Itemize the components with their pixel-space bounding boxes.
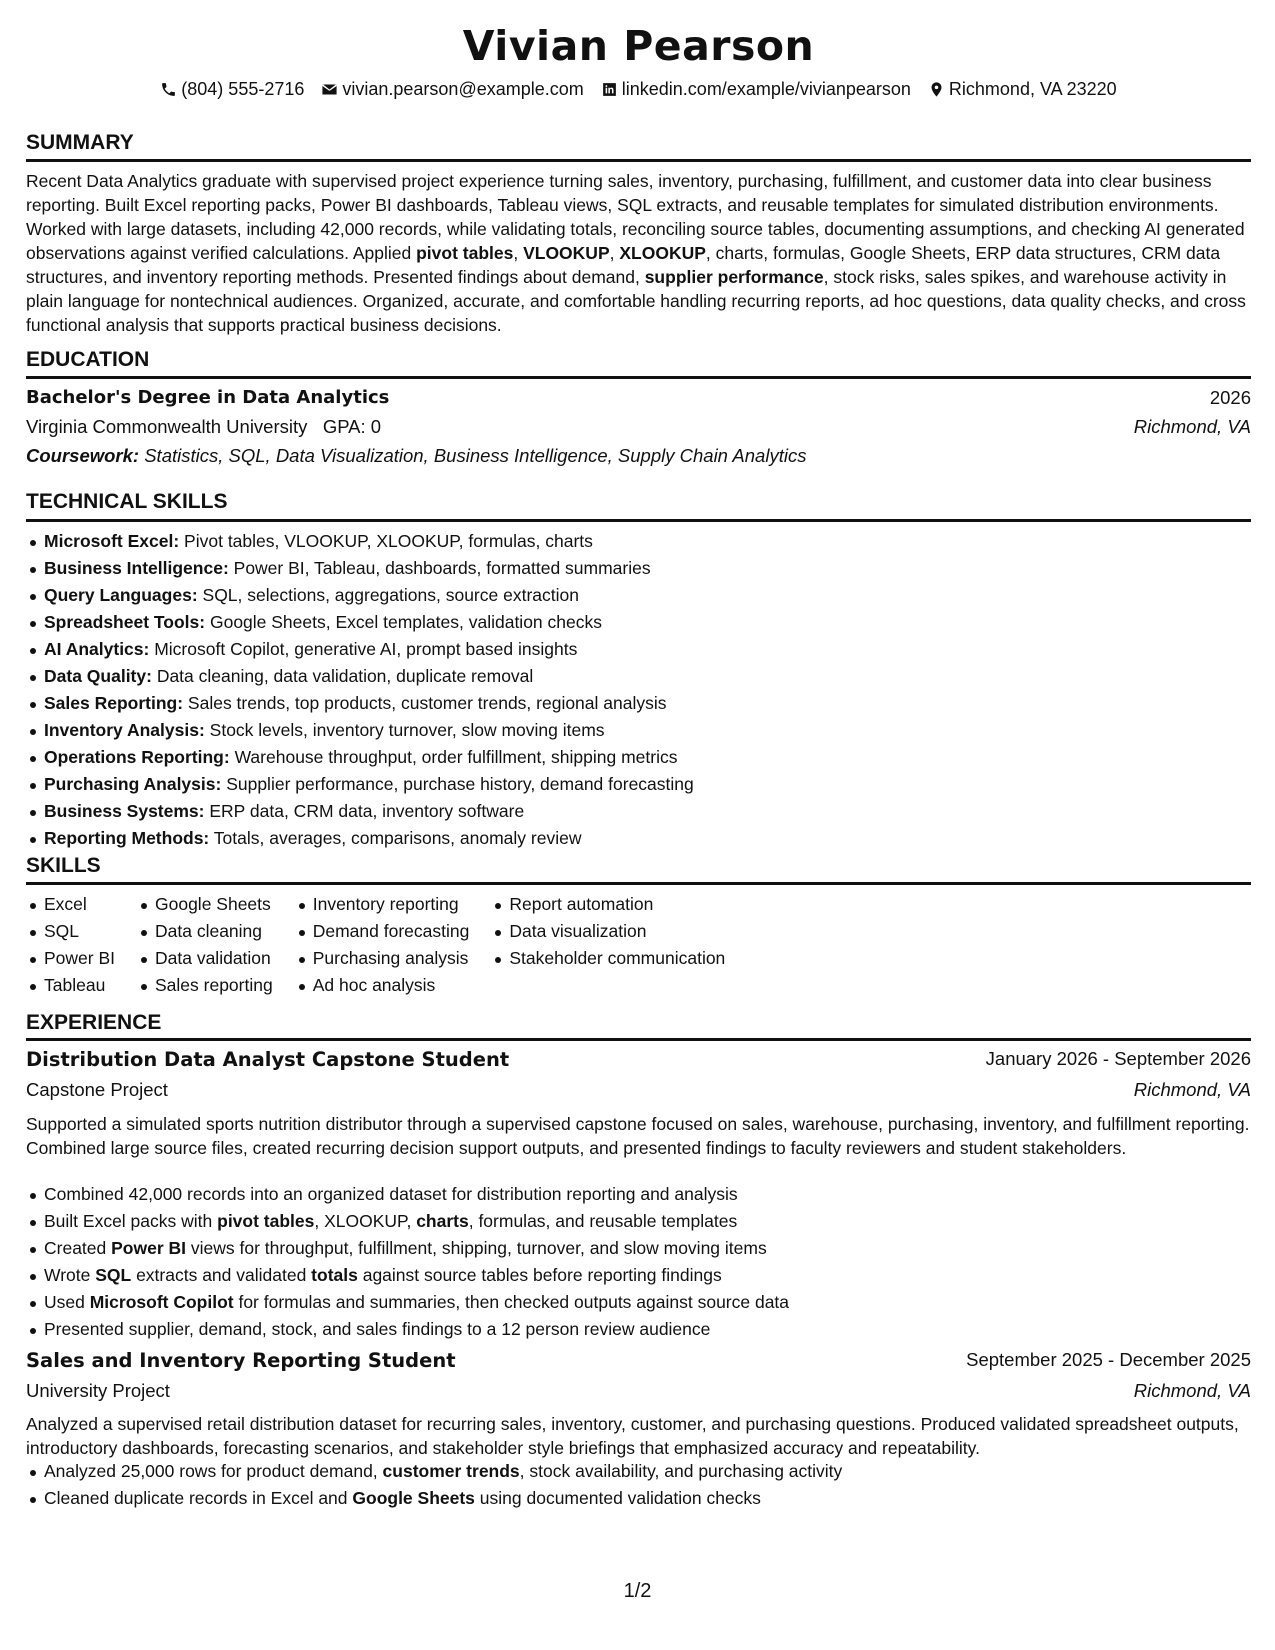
coursework-list: Statistics, SQL, Data Visualization, Business Intelligence, Supply Chain Analytics (144, 445, 807, 466)
summary-heading: SUMMARY (26, 131, 134, 154)
bold-text: Microsoft Copilot (89, 1292, 234, 1312)
bold-text: charts (416, 1211, 469, 1231)
contact-location (928, 79, 1117, 100)
skills-column (491, 891, 725, 999)
technical-skill-item (26, 798, 694, 825)
skill-values: Supplier performance, purchase history, demand forecasting (221, 774, 694, 794)
text-run: Presented supplier, demand, stock, and sales findings to a 12 person review audience (44, 1319, 711, 1339)
job-1-description: Supported a simulated sports nutrition distributor through a supervised capstone focused on sales, warehouse, purchasing, inventory, and fulfillment reporting. Combined large source files, created recurring decision support outputs, and presented findings to faculty reviewers and student stakeholders. (26, 1114, 1250, 1158)
text-run: Built Excel packs with (44, 1211, 218, 1231)
technical-skill-item (26, 717, 694, 744)
technical-skill-item (26, 555, 694, 582)
skills-column (295, 891, 470, 999)
text-run: Created (44, 1238, 112, 1258)
technical-skills-heading: TECHNICAL SKILLS (26, 490, 228, 513)
skill-values: Google Sheets, Excel templates, validation checks (205, 612, 602, 632)
page-number: 1/2 (623, 1580, 652, 1602)
phone-text: (804) 555-2716 (181, 79, 305, 99)
skill-item: Data validation (137, 945, 273, 972)
text-run: Analyzed 25,000 rows for product demand, (44, 1461, 383, 1481)
text-run: , XLOOKUP, (314, 1211, 417, 1231)
phone-icon (160, 81, 177, 98)
envelope-icon (321, 81, 338, 98)
education-school-row (26, 416, 1251, 438)
job-2-org-row (26, 1380, 1251, 1402)
job-1-header (26, 1048, 1251, 1071)
skill-category: Purchasing Analysis: (44, 774, 222, 794)
skill-values: Warehouse throughput, order fulfillment, shipping metrics (229, 747, 678, 767)
skill-item: Google Sheets (137, 891, 273, 918)
technical-skill-item (26, 663, 694, 690)
degree-name: Bachelor's Degree in Data Analytics (26, 387, 390, 408)
skill-category: Business Systems: (44, 801, 205, 821)
school-info (26, 416, 381, 438)
technical-skill-item (26, 636, 694, 663)
technical-skill-item (26, 582, 694, 609)
school-name: Virginia Commonwealth University (26, 416, 308, 437)
summary-text (26, 169, 1251, 337)
technical-skill-item (26, 825, 694, 852)
job-bullet (26, 1181, 789, 1208)
summary-rule (26, 159, 1251, 162)
job-1-dates: January 2026 - September 2026 (985, 1048, 1251, 1069)
skill-category: Business Intelligence: (44, 558, 229, 578)
skill-values: SQL, selections, aggregations, source extraction (197, 585, 579, 605)
skill-item: Tableau (26, 972, 115, 999)
job-2-role: Sales and Inventory Reporting Student (26, 1349, 456, 1372)
experience-heading: EXPERIENCE (26, 1011, 162, 1034)
bold-text: customer trends (382, 1461, 520, 1481)
contact-phone (160, 79, 304, 100)
job-2-org: University Project (26, 1380, 170, 1401)
skill-item: Data visualization (491, 918, 725, 945)
bold-text: SQL (95, 1265, 132, 1285)
job-1-org: Capstone Project (26, 1079, 168, 1100)
text-run: , stock risks, sales spikes, and warehouse activity in plain language for nontechnical audiences. Organized, accurate, and comfortable handling recurring reports, ad hoc questions, data quality checks, and cross functional analysis that supports practical business decisions. (26, 267, 1246, 335)
skill-item: Data cleaning (137, 918, 273, 945)
school-location: Richmond, VA (1133, 416, 1251, 437)
skill-category: Query Languages: (44, 585, 198, 605)
skill-category: AI Analytics: (44, 639, 150, 659)
coursework (26, 445, 806, 467)
bold-text: Google Sheets (352, 1488, 475, 1508)
education-degree-row (26, 387, 1251, 409)
skill-values: Stock levels, inventory turnover, slow moving items (204, 720, 605, 740)
skills-rule (26, 882, 1251, 885)
text-run: Wrote (44, 1265, 96, 1285)
skill-item: Power BI (26, 945, 115, 972)
email-link[interactable]: vivian.pearson@example.com (342, 79, 584, 99)
job-1-bullets (26, 1181, 789, 1343)
bold-text: XLOOKUP (619, 243, 706, 263)
technical-skill-item (26, 771, 694, 798)
text-run: , (609, 243, 620, 263)
skill-values: Power BI, Tableau, dashboards, formatted summaries (228, 558, 651, 578)
text-run: views for throughput, fulfillment, shipping, turnover, and slow moving items (186, 1238, 767, 1258)
text-run: for formulas and summaries, then checked outputs against source data (233, 1292, 790, 1312)
job-2-bullets (26, 1458, 842, 1512)
contact-bar (26, 79, 1251, 100)
text-run: Recent Data Analytics graduate with supervised project experience turning sales, inventory, purchasing, fulfillment, and customer data into clear business reporting. Built Excel reporting packs, Power BI dashboards, Tableau views, SQL extracts, and reusable templates for simulated distribution environments. Worked with large datasets, including 42,000 records, while validating totals, reconciling source tables, documenting assumptions, and checking AI generated observations against verified calculations. Applied (26, 171, 1245, 263)
skill-item: Purchasing analysis (295, 945, 470, 972)
text-run: Used (44, 1292, 90, 1312)
skill-values: Sales trends, top products, customer trends, regional analysis (183, 693, 667, 713)
linkedin-link[interactable]: linkedin.com/example/vivianpearson (621, 79, 911, 99)
skill-item: Ad hoc analysis (295, 972, 470, 999)
technical-skill-item (26, 690, 694, 717)
skill-values: Pivot tables, VLOOKUP, XLOOKUP, formulas, charts (179, 531, 593, 551)
skill-category: Inventory Analysis: (44, 720, 205, 740)
technical-skills-list (26, 528, 694, 852)
job-1-location: Richmond, VA (1133, 1079, 1251, 1100)
skill-category: Operations Reporting: (44, 747, 230, 767)
education-heading: EDUCATION (26, 348, 150, 371)
location-text: Richmond, VA 23220 (948, 79, 1117, 99)
text-run: , stock availability, and purchasing activity (519, 1461, 843, 1481)
coursework-label: Coursework: (26, 445, 140, 466)
skill-item: Demand forecasting (295, 918, 470, 945)
bold-text: pivot tables (217, 1211, 315, 1231)
skills-column (137, 891, 273, 999)
technical-skill-item (26, 609, 694, 636)
text-run: using documented validation checks (474, 1488, 761, 1508)
skill-category: Spreadsheet Tools: (44, 612, 206, 632)
bold-text: pivot tables (416, 243, 514, 263)
skill-item: Inventory reporting (295, 891, 470, 918)
job-1-role: Distribution Data Analyst Capstone Student (26, 1048, 510, 1071)
skill-category: Microsoft Excel: (44, 531, 180, 551)
job-1-org-row (26, 1079, 1251, 1101)
job-bullet (26, 1289, 789, 1316)
text-run: , (513, 243, 524, 263)
job-bullet (26, 1316, 789, 1343)
skill-values: ERP data, CRM data, inventory software (204, 801, 525, 821)
technical-skill-item (26, 528, 694, 555)
skill-category: Sales Reporting: (44, 693, 184, 713)
text-run: against source tables before reporting findings (357, 1265, 722, 1285)
job-2-header (26, 1349, 1251, 1372)
job-bullet (26, 1208, 789, 1235)
job-bullet (26, 1458, 842, 1485)
skill-item: Report automation (491, 891, 725, 918)
technical-skills-rule (26, 519, 1251, 522)
job-2-dates: September 2025 - December 2025 (966, 1349, 1251, 1370)
skill-item: SQL (26, 918, 115, 945)
linkedin-icon (601, 81, 618, 98)
resume-page (26, 0, 1251, 1650)
skill-values: Data cleaning, data validation, duplicate removal (151, 666, 534, 686)
technical-skill-item (26, 744, 694, 771)
bold-text: totals (311, 1265, 358, 1285)
skills-columns (26, 891, 747, 999)
text-run: extracts and validated (131, 1265, 312, 1285)
skills-column (26, 891, 115, 999)
job-bullet (26, 1262, 789, 1289)
text-run: Combined 42,000 records into an organized dataset for distribution reporting and analysis (44, 1184, 738, 1204)
job-bullet (26, 1235, 789, 1262)
experience-rule (26, 1038, 1251, 1041)
text-run: , charts, formulas, Google Sheets, ERP data structures, CRM data structures, and inventory reporting methods. Presented findings about demand, (26, 243, 1221, 287)
candidate-name: Vivian Pearson (462, 22, 815, 70)
skill-item: Stakeholder communication (491, 945, 725, 972)
text-run: Cleaned duplicate records in Excel and (44, 1488, 353, 1508)
degree-year: 2026 (1209, 387, 1251, 408)
education-rule (26, 376, 1251, 379)
skill-item: Excel (26, 891, 115, 918)
bold-text: supplier performance (644, 267, 824, 287)
text-run: , formulas, and reusable templates (468, 1211, 738, 1231)
skill-category: Data Quality: (44, 666, 152, 686)
map-pin-icon (928, 81, 945, 98)
coursework-row (26, 445, 1251, 467)
bold-text: Power BI (111, 1238, 187, 1258)
contact-email[interactable] (321, 79, 583, 100)
gpa: GPA: 0 (322, 416, 382, 437)
contact-linkedin[interactable] (601, 79, 911, 100)
bold-text: VLOOKUP (523, 243, 610, 263)
job-bullet (26, 1485, 842, 1512)
skills-heading: SKILLS (26, 854, 101, 877)
skill-category: Reporting Methods: (44, 828, 210, 848)
skill-item: Sales reporting (137, 972, 273, 999)
job-2-description: Analyzed a supervised retail distribution dataset for recurring sales, inventory, customer, and purchasing questions. Produced validated spreadsheet outputs, introductory dashboards, forecasting scenarios, and stakeholder style briefings that emphasized accuracy and repeatability. (26, 1414, 1239, 1458)
skill-values: Microsoft Copilot, generative AI, prompt based insights (149, 639, 578, 659)
skill-values: Totals, averages, comparisons, anomaly review (209, 828, 582, 848)
job-2-location: Richmond, VA (1133, 1380, 1251, 1401)
